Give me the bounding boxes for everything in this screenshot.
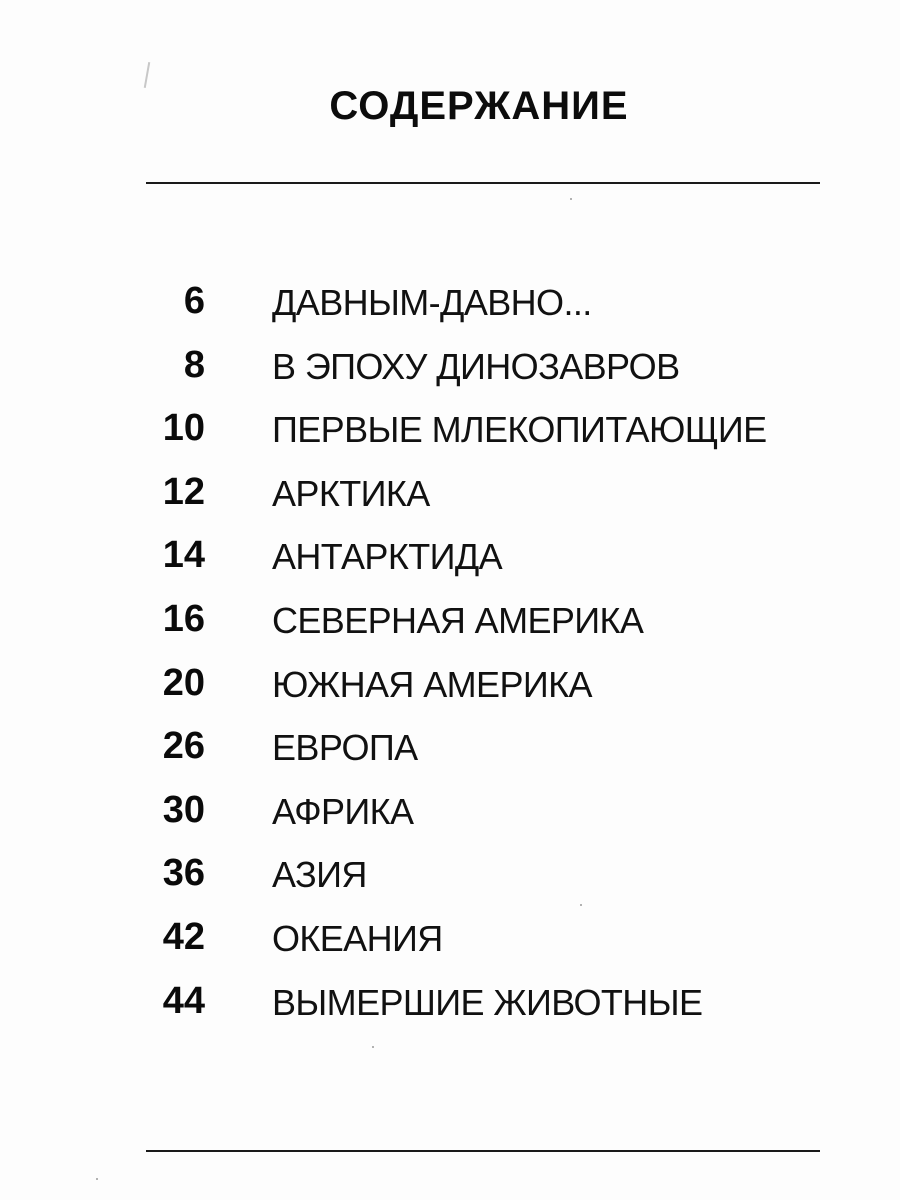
toc-entry[interactable] bbox=[0, 467, 900, 531]
paper-speck bbox=[96, 1178, 98, 1180]
toc-page-number: 44 bbox=[162, 979, 205, 1022]
toc-page-number: 16 bbox=[162, 597, 205, 640]
toc-page-number: 42 bbox=[162, 915, 205, 958]
toc-entry[interactable] bbox=[0, 403, 900, 467]
toc-entry[interactable] bbox=[0, 848, 900, 912]
toc-page-number: 10 bbox=[162, 407, 205, 450]
toc-page-number: 14 bbox=[162, 534, 205, 577]
toc-entry[interactable] bbox=[0, 976, 900, 1040]
toc-entry[interactable] bbox=[0, 530, 900, 594]
toc-entry-title: АЗИЯ bbox=[272, 854, 367, 896]
toc-entry[interactable] bbox=[0, 276, 900, 340]
toc-entry[interactable] bbox=[0, 785, 900, 849]
toc-entry-title: АНТАРКТИДА bbox=[272, 536, 503, 578]
toc-entry-title: ВЫМЕРШИЕ ЖИВОТНЫЕ bbox=[272, 981, 703, 1023]
toc-entry[interactable] bbox=[0, 912, 900, 976]
toc-entry-title: ДАВНЫМ-ДАВНО... bbox=[272, 282, 592, 323]
toc-entry[interactable] bbox=[0, 340, 900, 404]
paper-speck bbox=[372, 1046, 374, 1048]
toc-entry[interactable] bbox=[0, 594, 900, 658]
toc-page-number: 30 bbox=[162, 788, 205, 831]
toc-entry[interactable] bbox=[0, 658, 900, 722]
toc-entry-title: ЮЖНАЯ АМЕРИКА bbox=[272, 663, 592, 705]
toc-entry-title: ПЕРВЫЕ МЛЕКОПИТАЮЩИЕ bbox=[272, 409, 767, 451]
toc-page-number: 20 bbox=[162, 661, 205, 704]
toc-page-number: 8 bbox=[183, 343, 205, 386]
page-title: СОДЕРЖАНИЕ bbox=[329, 84, 629, 128]
toc-entry-title: ЕВРОПА bbox=[272, 727, 418, 769]
toc-entry-title: АРКТИКА bbox=[272, 472, 430, 514]
toc-page-number: 6 bbox=[183, 280, 205, 322]
paper-speck bbox=[580, 904, 582, 906]
toc-page-number: 36 bbox=[162, 852, 205, 895]
paper-speck bbox=[570, 198, 572, 200]
toc-entry-title: ОКЕАНИЯ bbox=[272, 917, 443, 959]
toc-entry-title: СЕВЕРНАЯ АМЕРИКА bbox=[272, 599, 644, 641]
toc-entry-title: В ЭПОХУ ДИНОЗАВРОВ bbox=[272, 345, 680, 387]
table-of-contents bbox=[0, 276, 900, 1039]
bottom-divider bbox=[146, 1150, 820, 1152]
toc-entry[interactable] bbox=[0, 721, 900, 785]
toc-page-number: 12 bbox=[162, 470, 205, 513]
top-divider bbox=[146, 182, 820, 184]
toc-entry-title: АФРИКА bbox=[272, 790, 414, 832]
toc-page-number: 26 bbox=[162, 725, 205, 768]
